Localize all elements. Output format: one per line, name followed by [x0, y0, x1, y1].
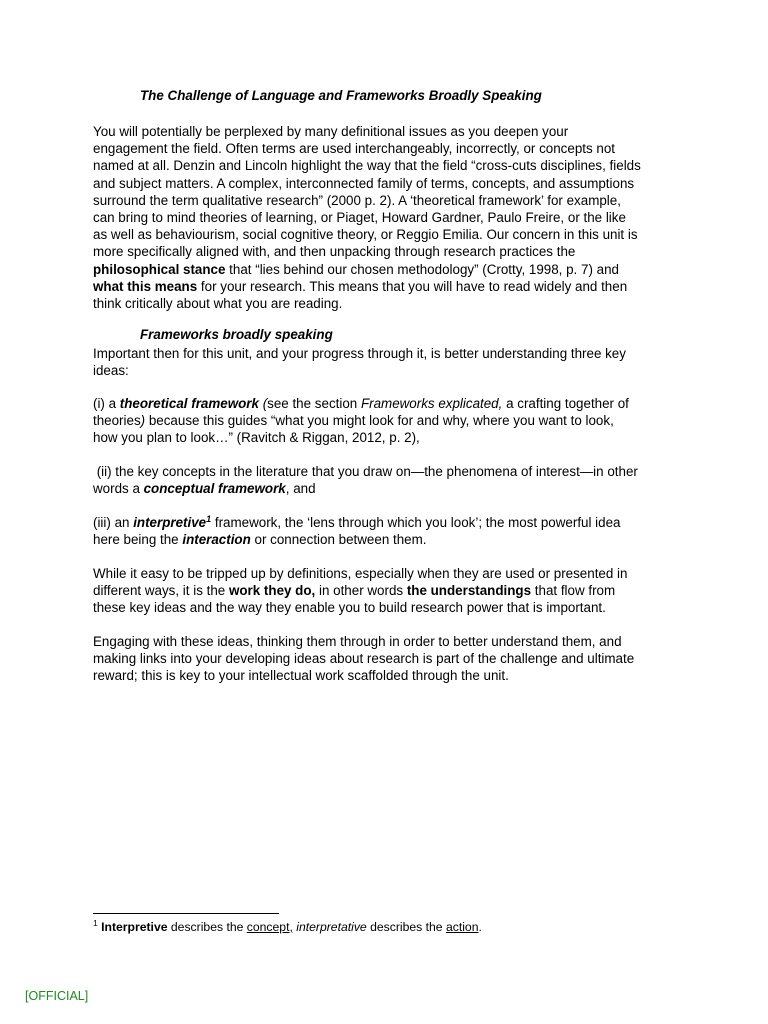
text-line: think critically about what you are reading. [93, 296, 343, 312]
text-line [93, 480, 683, 497]
text-run: because this guides “what you might look for and why, where you want to look, [145, 413, 614, 429]
text-line [93, 261, 683, 278]
bold-italic-term: conceptual framework [143, 481, 286, 497]
bold-term: what this means [93, 278, 198, 294]
text-run: for your research. This means that you will have to read widely and then [197, 278, 628, 294]
text-run: . [478, 920, 482, 934]
bold-italic-term: interaction [182, 532, 251, 548]
paragraph-key-ideas [93, 345, 683, 379]
italic-term: interpretative [296, 920, 367, 934]
text-run: , and [285, 481, 316, 497]
text-line [93, 582, 683, 599]
text-run: framework, the ‘lens through which you look’; the most powerful idea [211, 515, 621, 530]
text-line [93, 278, 683, 295]
paragraph-definitions [93, 565, 683, 617]
text-line: (ii) the key concepts in the literature that you draw on—the phenomena of interest—in other [93, 464, 638, 479]
footnote-ref[interactable]: 1 [206, 514, 212, 524]
text-line: surround the term qualitative research” (2000 p. 2). A ‘theoretical framework’ for example, [93, 192, 621, 208]
text-run: (i) a [93, 396, 120, 411]
text-line: ideas: [93, 363, 129, 379]
text-run: ) [140, 413, 146, 429]
underlined-term: action [445, 920, 479, 934]
text-line: Engaging with these ideas, thinking them through in order to better understand them, and [93, 634, 622, 649]
text-run: see the section [267, 396, 361, 411]
text-run: that flow from [531, 583, 616, 599]
italic-ref: Frameworks explicated, [360, 396, 503, 411]
text-run: in other words [315, 583, 407, 599]
text-run: describes the [167, 920, 247, 934]
text-line: You will potentially be perplexed by many definitional issues as you deepen your [93, 124, 569, 139]
text-line: making links into your developing ideas about research is part of the challenge and ultimate [93, 651, 635, 667]
footnote [93, 920, 482, 934]
text-run: ( [258, 396, 268, 411]
text-run: a crafting together of [502, 396, 629, 411]
text-run: words a [93, 481, 144, 497]
bold-italic-term: interpretive [133, 515, 207, 530]
text-line [93, 412, 683, 429]
text-line [93, 514, 683, 531]
text-line [93, 531, 683, 548]
paragraph-engaging [93, 633, 683, 685]
footnote-number: 1 [93, 918, 98, 928]
bold-term: work they do, [228, 583, 316, 599]
bold-italic-term: theoretical framework [119, 396, 259, 411]
text-line [93, 395, 683, 412]
list-item-interpretive [93, 514, 683, 548]
text-line: engagement the field. Often terms are used interchangeably, incorrectly, or concepts not [93, 141, 616, 157]
paragraph-intro [93, 123, 683, 312]
text-line: named at all. Denzin and Lincoln highlight the way that the field “cross-cuts disciplines, fields [93, 158, 641, 174]
text-line: While it easy to be tripped up by definitions, especially when they are used or presented in [93, 566, 628, 581]
text-run: different ways, it is the [93, 583, 229, 599]
bold-term: Interpretive [101, 920, 168, 934]
text-line: reward; this is key to your intellectual work scaffolded through the unit. [93, 668, 509, 684]
text-run: theories [93, 413, 141, 429]
text-run: (iii) an [93, 515, 134, 530]
document-heading: The Challenge of Language and Frameworks Broadly Speaking [140, 88, 542, 103]
footnote-divider [93, 913, 279, 914]
text-line: these key ideas and the way they enable you to build research power that is important. [93, 600, 606, 616]
text-line: how you plan to look…” (Ravitch & Riggan, 2012, p. 2), [93, 430, 420, 446]
text-line: as well as behaviourism, social cognitive theory, or Reggio Emilia. Our concern in this unit is [93, 227, 638, 243]
section-subheading: Frameworks broadly speaking [140, 327, 333, 342]
text-run: describes the [366, 920, 446, 934]
bold-term: the understandings [406, 583, 532, 599]
classification-label: [OFFICIAL] [25, 989, 89, 1003]
text-line: more specifically aligned with, and then unpacking through research practices the [93, 244, 576, 260]
text-line: Important then for this unit, and your progress through it, is better understanding three key [93, 346, 626, 361]
text-line: can bring to mind theories of learning, or Piaget, Howard Gardner, Paulo Freire, or the like [93, 210, 626, 226]
list-item-conceptual [93, 463, 683, 497]
bold-term: philosophical stance [93, 261, 226, 277]
text-run: or connection between them. [250, 532, 427, 548]
text-run: that “lies behind our chosen methodology” (Crotty, 1998, p. 7) and [225, 261, 619, 277]
text-run: here being the [93, 532, 183, 548]
underlined-term: concept, [246, 920, 293, 934]
text-line: and subject matters. A complex, interconnected family of terms, concepts, and assumptions [93, 175, 635, 191]
list-item-theoretical [93, 395, 683, 447]
